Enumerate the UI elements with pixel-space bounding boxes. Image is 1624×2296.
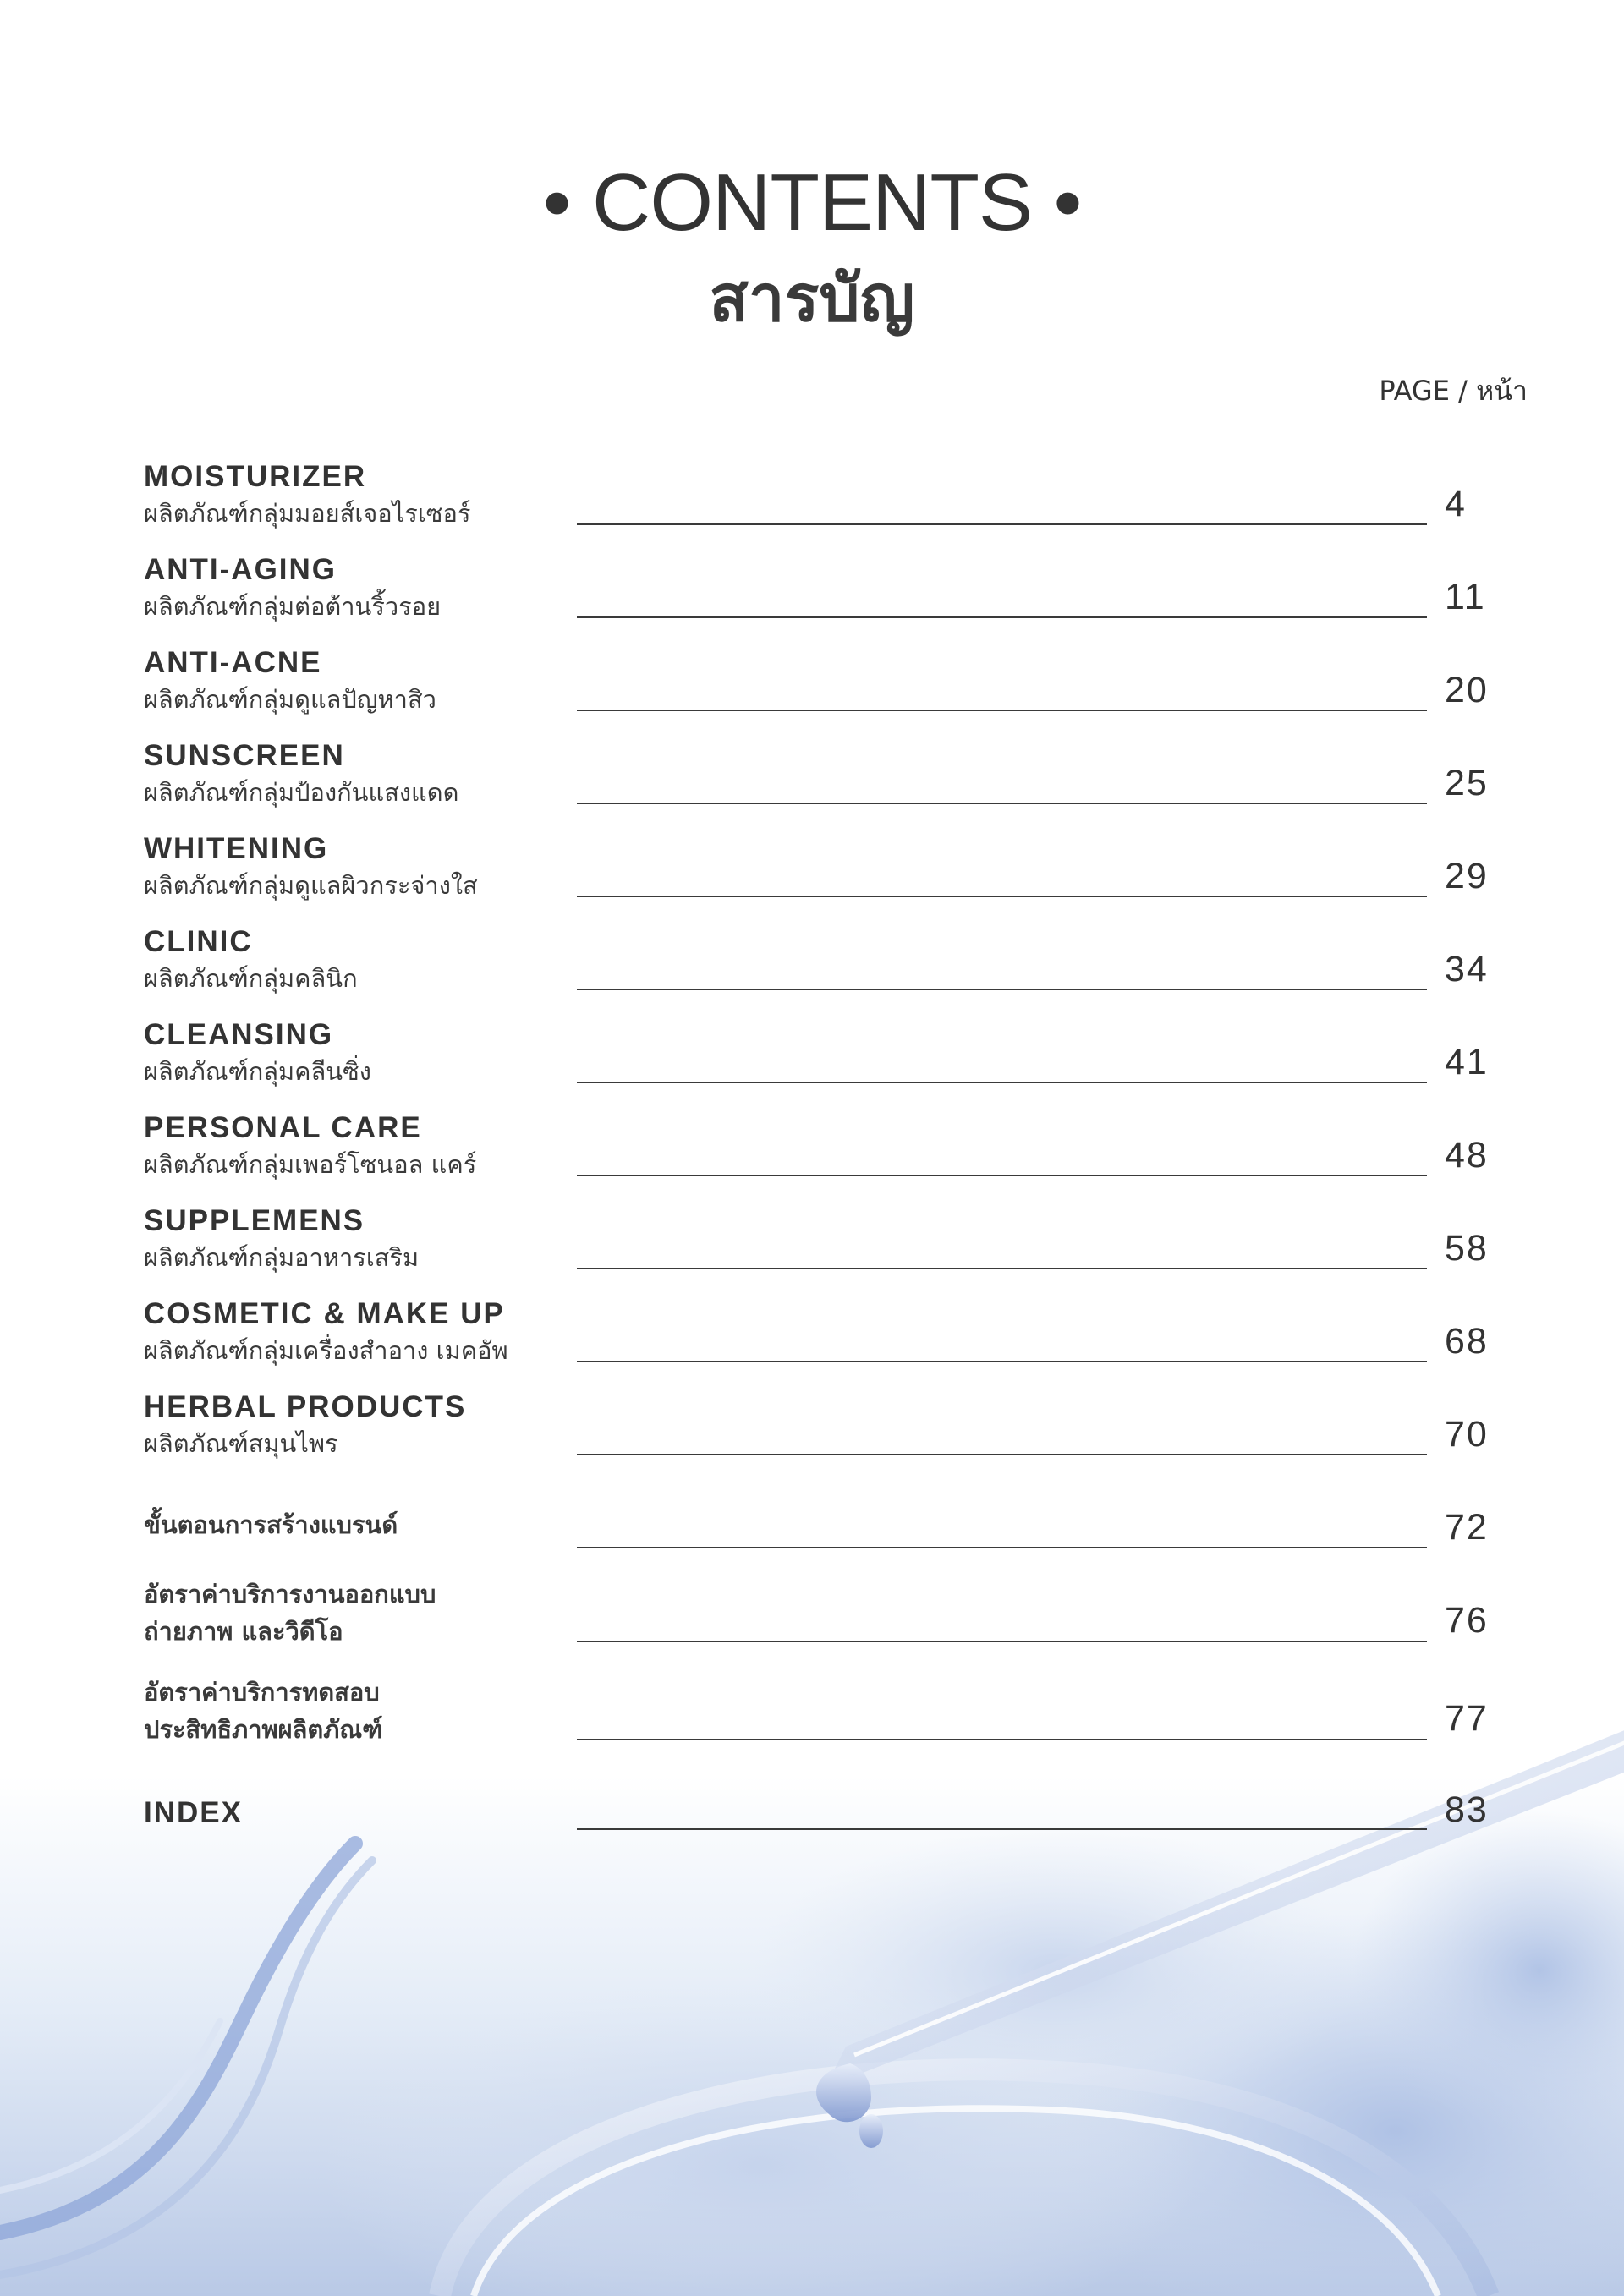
toc-item-personal-care[interactable] — [0, 1110, 1624, 1191]
toc-leader-line — [577, 1828, 1427, 1830]
toc-item-subtitle: ผลิตภัณฑ์กลุ่มมอยส์เจอไรเซอร์ — [144, 499, 471, 528]
toc-item-design-rates[interactable] — [0, 1575, 1624, 1656]
toc-item-subtitle: ผลิตภัณฑ์กลุ่มดูแลผิวกระจ่างใส — [144, 871, 478, 900]
toc-leader-line — [577, 989, 1427, 990]
toc-item-subtitle: ผลิตภัณฑ์สมุนไพร — [144, 1429, 338, 1458]
toc-page-number: 4 — [1445, 484, 1467, 524]
toc-item-index[interactable] — [0, 1764, 1624, 1845]
toc-leader-line — [577, 896, 1427, 897]
toc-item-testing-rates[interactable] — [0, 1673, 1624, 1754]
page-title-en: • CONTENTS • — [542, 157, 1082, 248]
toc-item-title: SUPPLEMENS — [144, 1204, 365, 1237]
toc-item-title: INDEX — [144, 1796, 243, 1829]
toc-item-sunscreen[interactable] — [0, 737, 1624, 819]
toc-page-number: 20 — [1445, 670, 1489, 710]
toc-leader-line — [577, 1361, 1427, 1362]
toc-leader-line — [577, 1175, 1427, 1176]
toc-item-subtitle: อัตราค่าบริการทดสอบ — [144, 1678, 380, 1707]
toc-page-number: 34 — [1445, 949, 1489, 989]
toc-page-number: 76 — [1445, 1600, 1489, 1641]
toc-page-number: 41 — [1445, 1042, 1489, 1082]
toc-leader-line — [577, 1547, 1427, 1548]
toc-leader-line — [577, 1454, 1427, 1455]
toc-page-number: 29 — [1445, 856, 1489, 896]
toc-item-title: CLINIC — [144, 925, 253, 958]
toc-leader-line — [577, 616, 1427, 618]
toc-item-subtitle: อัตราค่าบริการงานออกแบบ — [144, 1580, 436, 1608]
toc-item-subtitle: ผลิตภัณฑ์กลุ่มเพอร์โซนอล แคร์ — [144, 1150, 477, 1179]
toc-page-number: 58 — [1445, 1228, 1489, 1269]
toc-item-whitening[interactable] — [0, 830, 1624, 912]
toc-leader-line — [577, 803, 1427, 804]
toc-page-number: 72 — [1445, 1507, 1489, 1548]
toc-page-number: 83 — [1445, 1789, 1489, 1830]
toc-page-number: 77 — [1445, 1698, 1489, 1739]
toc-item-anti-acne[interactable] — [0, 644, 1624, 726]
toc-item-subtitle: ผลิตภัณฑ์กลุ่มต่อต้านริ้วรอย — [144, 592, 442, 621]
toc-item-title: PERSONAL CARE — [144, 1111, 422, 1144]
toc-item-clinic[interactable] — [0, 923, 1624, 1005]
toc-item-subtitle: ผลิตภัณฑ์กลุ่มดูแลปัญหาสิว — [144, 685, 436, 714]
toc-item-title: SUNSCREEN — [144, 739, 345, 772]
toc-page-number: 25 — [1445, 763, 1489, 803]
toc-leader-line — [577, 1739, 1427, 1740]
toc-item-anti-aging[interactable] — [0, 551, 1624, 633]
toc-item-title: WHITENING — [144, 832, 329, 865]
toc-item-title: ANTI-AGING — [144, 553, 337, 586]
toc-item-title: CLEANSING — [144, 1018, 334, 1051]
toc-leader-line — [577, 710, 1427, 711]
toc-leader-line — [577, 1082, 1427, 1083]
toc-item-title: HERBAL PRODUCTS — [144, 1390, 467, 1423]
toc-leader-line — [577, 523, 1427, 525]
page-column-label: PAGE / หน้า — [1379, 375, 1528, 407]
toc-item-cosmetic-make-up[interactable] — [0, 1296, 1624, 1377]
toc-leader-line — [577, 1641, 1427, 1642]
toc-item-subtitle: ผลิตภัณฑ์กลุ่มคลินิก — [144, 964, 358, 993]
toc-item-subtitle-line2: ประสิทธิภาพผลิตภัณฑ์ — [144, 1715, 383, 1744]
toc-item-subtitle: ผลิตภัณฑ์กลุ่มเครื่องสำอาง เมคอัพ — [144, 1336, 508, 1365]
toc-item-subtitle: ขั้นตอนการสร้างแบรนด์ — [144, 1510, 398, 1539]
toc-page-number: 68 — [1445, 1321, 1489, 1362]
toc-page-number: 70 — [1445, 1414, 1489, 1455]
toc-item-moisturizer[interactable] — [0, 458, 1624, 540]
toc-page-number: 11 — [1445, 577, 1486, 617]
toc-item-subtitle: ผลิตภัณฑ์กลุ่มป้องกันแสงแดด — [144, 778, 459, 807]
toc-item-cleansing[interactable] — [0, 1016, 1624, 1098]
toc-item-brand-steps[interactable] — [0, 1482, 1624, 1563]
toc-item-title: COSMETIC & MAKE UP — [144, 1297, 505, 1330]
toc-item-title: MOISTURIZER — [144, 460, 367, 493]
toc-leader-line — [577, 1268, 1427, 1269]
toc-item-subtitle: ผลิตภัณฑ์กลุ่มคลีนซิ่ง — [144, 1057, 371, 1086]
toc-item-title: ANTI-ACNE — [144, 646, 322, 679]
toc-item-subtitle-line2: ถ่ายภาพ และวิดีโอ — [144, 1617, 343, 1646]
toc-item-herbal-products[interactable] — [0, 1389, 1624, 1470]
toc-page-number: 48 — [1445, 1135, 1489, 1175]
toc-item-subtitle: ผลิตภัณฑ์กลุ่มอาหารเสริม — [144, 1243, 420, 1272]
toc-item-supplemens[interactable] — [0, 1203, 1624, 1284]
page-title-th: สารบัญ — [709, 260, 915, 336]
